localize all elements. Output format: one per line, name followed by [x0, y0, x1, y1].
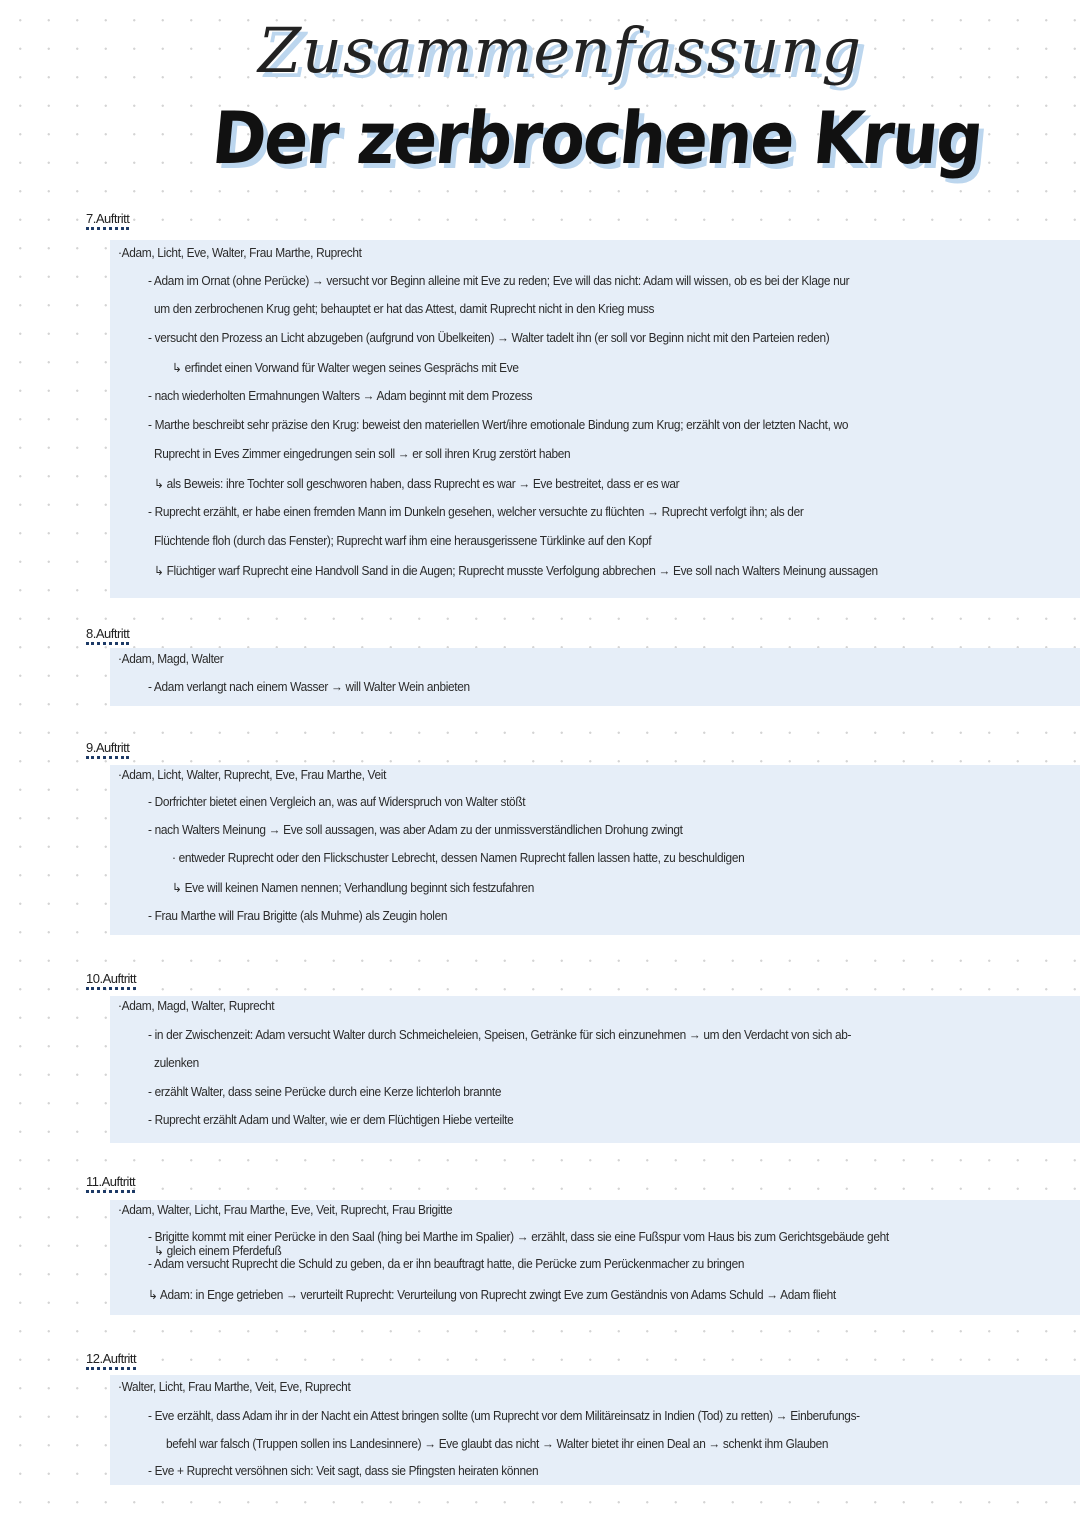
note-line: - Ruprecht erzählt, er habe einen fremden Mann im Dunkeln gesehen, welcher versuchte zu flüchten → Ruprecht verfolgt ihn; als der — [148, 505, 804, 519]
note-line: ↳ Flüchtiger warf Ruprecht eine Handvoll Sand in die Augen; Ruprecht musste Verfolgung abbrechen → Eve soll nach Walters Meinung aussagen — [154, 564, 878, 578]
note-line: - in der Zwischenzeit: Adam versucht Walter durch Schmeicheleien, Speisen, Getränke für sich einzunehmen → um den Verdacht von sich ab- — [148, 1028, 852, 1042]
section-heading: 11.Auftritt — [86, 1175, 135, 1193]
section-box — [110, 765, 1080, 935]
section-box — [110, 996, 1080, 1143]
note-line: - nach wiederholten Ermahnungen Walters → Adam beginnt mit dem Prozess — [148, 389, 533, 403]
note-line: - Eve + Ruprecht versöhnen sich: Veit sagt, dass sie Pfingsten heiraten können — [148, 1464, 539, 1478]
note-line: um den zerbrochenen Krug geht; behauptet er hat das Attest, damit Ruprecht nicht in den Krieg muss — [154, 302, 655, 316]
characters-line: ·Adam, Licht, Walter, Ruprecht, Eve, Frau Marthe, Veit — [118, 768, 387, 782]
note-line: - Ruprecht erzählt Adam und Walter, wie er dem Flüchtigen Hiebe verteilte — [148, 1113, 514, 1127]
note-line: - Adam im Ornat (ohne Perücke) → versucht vor Beginn alleine mit Eve zu reden; Eve will das nicht: Adam will wissen, ob es bei der Klage nur — [148, 274, 850, 288]
note-line: - Dorfrichter bietet einen Vergleich an, was auf Widerspruch von Walter stößt — [148, 795, 526, 809]
title-zusammenfassung: Zusammenfassung — [257, 14, 863, 87]
note-line: - Adam versucht Ruprecht die Schuld zu geben, da er ihn beauftragt hatte, die Perücke zum Perückenmacher zu bringen — [148, 1257, 745, 1271]
section-box — [110, 240, 1080, 598]
note-line: - versucht den Prozess an Licht abzugeben (aufgrund von Übelkeiten) → Walter tadelt ihn (er soll vor Beginn nicht mit den Parteien reden) — [148, 331, 830, 345]
note-line: Flüchtende floh (durch das Fenster); Ruprecht warf ihm eine herausgerissene Türklinke auf den Kopf — [154, 534, 652, 548]
section-heading: 10.Auftritt — [86, 972, 136, 990]
characters-line: ·Adam, Licht, Eve, Walter, Frau Marthe, Ruprecht — [118, 246, 362, 260]
characters-line: ·Adam, Walter, Licht, Frau Marthe, Eve, Veit, Ruprecht, Frau Brigitte — [118, 1203, 453, 1217]
section-box — [110, 1200, 1080, 1315]
note-line: - Adam verlangt nach einem Wasser → will Walter Wein anbieten — [148, 680, 470, 694]
note-line: - Eve erzählt, dass Adam ihr in der Nacht ein Attest bringen sollte (um Ruprecht vor dem Militäreinsatz in Indien (Tod) zu retten) → Einberufungs- — [148, 1409, 860, 1423]
note-line: - nach Walters Meinung → Eve soll aussagen, was aber Adam zu der unmissverständlichen Drohung zwingt — [148, 823, 683, 837]
title-der-zerbrochene-krug: Der zerbrochene Krug — [208, 96, 986, 180]
note-line: befehl war falsch (Truppen sollen ins Landesinnere) → Eve glaubt das nicht → Walter bietet ihr einen Deal an → schenkt ihm Glauben — [166, 1437, 829, 1451]
section-heading: 9.Auftritt — [86, 741, 129, 759]
note-line: ↳ als Beweis: ihre Tochter soll geschworen haben, dass Ruprecht es war → Eve bestreitet, dass er es war — [154, 477, 680, 491]
characters-line: ·Adam, Magd, Walter, Ruprecht — [118, 999, 275, 1013]
note-line: Ruprecht in Eves Zimmer eingedrungen sein soll → er soll ihren Krug zerstört haben — [154, 447, 571, 461]
characters-line: ·Walter, Licht, Frau Marthe, Veit, Eve, Ruprecht — [118, 1380, 351, 1394]
note-line: ↳ gleich einem Pferdefuß — [154, 1244, 282, 1258]
section-box — [110, 1375, 1080, 1485]
note-line: · entweder Ruprecht oder den Flickschuster Lebrecht, dessen Namen Ruprecht fallen lassen hatte, zu beschuldigen — [172, 851, 745, 865]
note-line: - Brigitte kommt mit einer Perücke in den Saal (hing bei Marthe im Spalier) → erzählt, dass sie eine Fußspur vom Haus bis zum Gerichtsgebäude geht — [148, 1230, 889, 1244]
note-line: zulenken — [154, 1056, 199, 1070]
note-line: - erzählt Walter, dass seine Perücke durch eine Kerze lichterloh brannte — [148, 1085, 502, 1099]
characters-line: ·Adam, Magd, Walter — [118, 652, 224, 666]
note-line: ↳ erfindet einen Vorwand für Walter wegen seines Gesprächs mit Eve — [172, 361, 519, 375]
section-box — [110, 648, 1080, 706]
section-heading: 8.Auftritt — [86, 627, 129, 645]
note-line: ↳ Adam: in Enge getrieben → verurteilt Ruprecht: Verurteilung von Ruprecht zwingt Eve zum Geständnis von Adams Schuld → Adam flieht — [148, 1288, 836, 1302]
note-line: - Marthe beschreibt sehr präzise den Krug: beweist den materiellen Wert/ihre emotionale Bindung zum Krug; erzählt von der letzten Nacht, wo — [148, 418, 849, 432]
section-heading: 7.Auftritt — [86, 212, 129, 230]
section-heading: 12.Auftritt — [86, 1352, 136, 1370]
note-line: ↳ Eve will keinen Namen nennen; Verhandlung beginnt sich festzufahren — [172, 881, 534, 895]
note-line: - Frau Marthe will Frau Brigitte (als Muhme) als Zeugin holen — [148, 909, 448, 923]
